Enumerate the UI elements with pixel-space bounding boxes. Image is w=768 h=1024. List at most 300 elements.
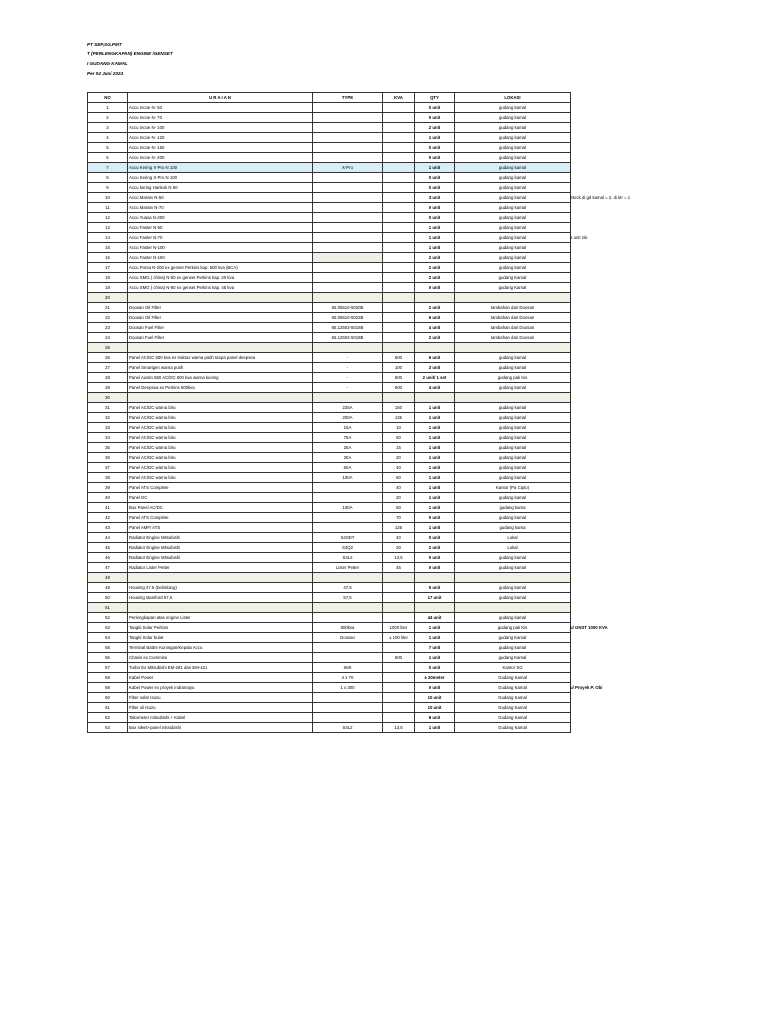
cell-lokasi: gudang kamal [455, 133, 571, 143]
cell-lokasi: tambahan dari Doosan [455, 323, 571, 333]
cell-kva: 40 [383, 483, 415, 493]
cell-no: 30 [88, 393, 128, 403]
cell-no: 53 [88, 623, 128, 633]
table-row [88, 643, 571, 653]
cell-uraian: Kabel Power [128, 673, 313, 683]
table-row [88, 413, 571, 423]
cell-uraian: Panel AC/DC warna biru [128, 463, 313, 473]
cell-type: 225A [313, 403, 383, 413]
cell-qty: 0 unit [415, 103, 455, 113]
cell-lokasi: gudang kamal [455, 513, 571, 523]
table-row [88, 693, 571, 703]
cell-no: 15 [88, 243, 128, 253]
table-row [88, 543, 571, 553]
cell-type [313, 343, 383, 353]
cell-uraian: Panel AC/DC warna biru [128, 443, 313, 453]
cell-qty: 0 unit [415, 683, 455, 693]
cell-no: 60 [88, 693, 128, 703]
cell-qty: 0 unit [415, 563, 455, 573]
cell-uraian: Turbo Ex Mitsubishi EM-291 dan EM-421 [128, 663, 313, 673]
cell-lokasi: gudang Kamal [455, 273, 571, 283]
table-row [88, 393, 571, 403]
cell-qty: 0 unit [415, 143, 455, 153]
side-note: u/ GNST 1000 KVA [570, 624, 608, 630]
cell-uraian: Kabel Power ex proyek indramayu [128, 683, 313, 693]
table-row [88, 293, 571, 303]
cell-lokasi: gudang kama [455, 523, 571, 533]
cell-type: 60A [313, 463, 383, 473]
cell-kva: 50 [383, 433, 415, 443]
cell-qty: 2 unit/ 1 set [415, 373, 455, 383]
cell-kva [383, 183, 415, 193]
cell-uraian: Panel AC/DC warna biru [128, 413, 313, 423]
cell-uraian: Chasis ex Cummins [128, 653, 313, 663]
cell-no: 46 [88, 553, 128, 563]
cell-kva: 500 [383, 653, 415, 663]
table-row [88, 483, 571, 493]
report-title: T (PERLENGKAPAN) ENGINE /GENSET [87, 51, 173, 56]
table-row [88, 323, 571, 333]
cell-qty: 1 unit [415, 623, 455, 633]
table-row [88, 613, 571, 623]
cell-uraian: Accu Massiv N-70 [128, 203, 313, 213]
cell-type [313, 133, 383, 143]
cell-kva [383, 193, 415, 203]
cell-lokasi: gudang kamal [455, 563, 571, 573]
cell-qty: 17 unit [415, 593, 455, 603]
cell-uraian: Panel AMF/ ATS [128, 523, 313, 533]
cell-kva: 13,5 [383, 723, 415, 733]
cell-uraian: Panel Smartgen warna putih [128, 363, 313, 373]
cell-lokasi: Gudang Kamal [455, 683, 571, 693]
cell-no: 48 [88, 573, 128, 583]
cell-kva: 135 [383, 413, 415, 423]
cell-no: 50 [88, 593, 128, 603]
cell-kva: 15 [383, 443, 415, 453]
cell-no: 63 [88, 723, 128, 733]
cell-kva [383, 233, 415, 243]
cell-no: 40 [88, 493, 128, 503]
cell-kva [383, 253, 415, 263]
cell-qty [415, 393, 455, 403]
cell-kva [383, 673, 415, 683]
cell-uraian: Accu Incoe N- 120 [128, 133, 313, 143]
cell-type [313, 183, 383, 193]
cell-no: 26 [88, 353, 128, 363]
cell-qty: 0 unit [415, 173, 455, 183]
cell-type [313, 113, 383, 123]
table-row [88, 383, 571, 393]
table-row [88, 253, 571, 263]
cell-uraian [128, 573, 313, 583]
cell-type [313, 643, 383, 653]
cell-lokasi: gudang kamal [455, 143, 571, 153]
cell-qty: 2 unit [415, 543, 455, 553]
cell-lokasi: Gudang Kamal [455, 673, 571, 683]
cell-lokasi: Lokal [455, 543, 571, 553]
cell-no: 33 [88, 423, 128, 433]
cell-kva [383, 273, 415, 283]
cell-lokasi: gudang kamal [455, 463, 571, 473]
table-row [88, 153, 571, 163]
cell-uraian: Accu Faster N-50 [128, 223, 313, 233]
cell-uraian: Accu Faster N-100 [128, 243, 313, 253]
cell-qty: 6 unit [415, 353, 455, 363]
cell-qty: 1 unit [415, 463, 455, 473]
cell-no: 14 [88, 233, 128, 243]
cell-uraian: Panel AC/DC warna biru [128, 433, 313, 443]
cell-type: X-Pro [313, 163, 383, 173]
cell-lokasi: Lokal [455, 533, 571, 543]
cell-qty: 44 unit [415, 613, 455, 623]
cell-lokasi: Gudang Kamal [455, 693, 571, 703]
cell-qty: 1 unit [415, 423, 455, 433]
cell-type [313, 393, 383, 403]
cell-kva [383, 173, 415, 183]
cell-lokasi: Gudang Kamal [455, 723, 571, 733]
cell-lokasi: gudang kama [455, 503, 571, 513]
cell-uraian: Accu SMG ( china) N-80 ex genset Perkins kap. 45 kva [128, 283, 313, 293]
cell-no: 35 [88, 443, 128, 453]
cell-uraian: Perlengkapan atas engine Lister [128, 613, 313, 623]
side-note: 1 unit rsk [570, 234, 588, 240]
table-row [88, 203, 571, 213]
cell-lokasi [455, 603, 571, 613]
cell-qty: 0 unit [415, 213, 455, 223]
cell-no: 47 [88, 563, 128, 573]
cell-no: 59 [88, 683, 128, 693]
cell-no: 20 [88, 293, 128, 303]
cell-no: 61 [88, 703, 128, 713]
cell-uraian: Accu Incoe N- 50 [128, 103, 313, 113]
cell-type [313, 493, 383, 503]
cell-type [313, 693, 383, 703]
cell-lokasi: gudang kamal [455, 163, 571, 173]
cell-type [313, 103, 383, 113]
cell-no: 37 [88, 463, 128, 473]
cell-type [313, 143, 383, 153]
table-row [88, 193, 571, 203]
cell-lokasi: gudang kamal [455, 213, 571, 223]
cell-lokasi: gudang kamal [455, 443, 571, 453]
cell-type [313, 713, 383, 723]
cell-qty: 0 unit [415, 203, 455, 213]
cell-qty: 1 unit [415, 133, 455, 143]
cell-kva [383, 693, 415, 703]
cell-kva [383, 203, 415, 213]
cell-uraian [128, 293, 313, 303]
cell-no: 56 [88, 653, 128, 663]
cell-qty: 1 unit [415, 413, 455, 423]
table-row [88, 473, 571, 483]
cell-qty: 1 unit [415, 473, 455, 483]
cell-type: - [313, 353, 383, 363]
column-header-lokasi: LOKASI [455, 93, 571, 103]
cell-lokasi: Kantor SG [455, 663, 571, 673]
cell-lokasi: gudang kamal [455, 183, 571, 193]
cell-lokasi: gudang kamal [455, 383, 571, 393]
table-row [88, 433, 571, 443]
cell-lokasi: gudang kamal [455, 263, 571, 273]
cell-no: 10 [88, 193, 128, 203]
cell-type: S4SDT [313, 533, 383, 543]
cell-lokasi: gudang kamal [455, 643, 571, 653]
column-header-kva: KVA [383, 93, 415, 103]
cell-no: 11 [88, 203, 128, 213]
cell-kva: 70 [383, 513, 415, 523]
cell-no: 42 [88, 513, 128, 523]
cell-kva [383, 293, 415, 303]
cell-type: 1 x 300 [313, 683, 383, 693]
cell-uraian: Panel DC [128, 493, 313, 503]
cell-qty: 10 unit [415, 703, 455, 713]
cell-lokasi: gudang pak Kis [455, 623, 571, 633]
cell-lokasi: gudang kamal [455, 613, 571, 623]
table-row [88, 283, 571, 293]
cell-kva [383, 133, 415, 143]
cell-kva: 45 [383, 563, 415, 573]
cell-lokasi: gudang kamal [455, 593, 571, 603]
cell-kva: 20 [383, 543, 415, 553]
cell-lokasi: gudang kamal [455, 433, 571, 443]
cell-uraian: Accu Incoe N- 200 [128, 153, 313, 163]
cell-no: 43 [88, 523, 128, 533]
cell-no: 4 [88, 133, 128, 143]
table-row [88, 263, 571, 273]
cell-uraian: Tangki Solar Perkins [128, 623, 313, 633]
cell-kva: 10 [383, 423, 415, 433]
cell-kva: 13,5 [383, 553, 415, 563]
cell-lokasi: gudang kamal [455, 103, 571, 113]
cell-type [313, 263, 383, 273]
cell-kva [383, 143, 415, 153]
cell-qty: 5 unit [415, 583, 455, 593]
cell-kva: 20 [383, 453, 415, 463]
table-row [88, 573, 571, 583]
cell-uraian: Accu Yuasa N-200 [128, 213, 313, 223]
table-row [88, 583, 571, 593]
cell-no: 52 [88, 613, 128, 623]
cell-type [313, 603, 383, 613]
table-row [88, 143, 571, 153]
cell-no: 34 [88, 433, 128, 443]
cell-type: 57,5 [313, 593, 383, 603]
cell-kva [383, 323, 415, 333]
cell-qty [415, 343, 455, 353]
cell-uraian: Panel Deepsea ex Perkins 500kva [128, 383, 313, 393]
cell-qty: 1 unit [415, 433, 455, 443]
cell-type: 100A [313, 473, 383, 483]
cell-type: S6K [313, 663, 383, 673]
cell-lokasi: gudang kamal [455, 203, 571, 213]
cell-qty: 2 unit [415, 263, 455, 273]
cell-qty: 7 unit [415, 643, 455, 653]
cell-qty: 3 unit [415, 193, 455, 203]
cell-qty: 0 unit [415, 513, 455, 523]
cell-lokasi: gudang kamal [455, 583, 571, 593]
cell-type [313, 193, 383, 203]
cell-lokasi: gudang kamal [455, 363, 571, 373]
cell-lokasi: gudang kamal [455, 453, 571, 463]
cell-kva: 100 [383, 363, 415, 373]
cell-type: - [313, 383, 383, 393]
cell-type: 47.5 [313, 583, 383, 593]
cell-lokasi [455, 293, 571, 303]
company-name: PT SEP,SG,PMT [87, 42, 122, 47]
cell-uraian: Accu Incoe N- 70 [128, 113, 313, 123]
cell-qty: 1 unit [415, 163, 455, 173]
table-row [88, 533, 571, 543]
table-row [88, 213, 571, 223]
cell-no: 51 [88, 603, 128, 613]
cell-qty: 0 unit [415, 553, 455, 563]
cell-qty: 4 unit [415, 383, 455, 393]
cell-no: 3 [88, 123, 128, 133]
cell-lokasi: gudang kamal [455, 113, 571, 123]
cell-kva [383, 603, 415, 613]
cell-uraian: Panel ATS Complete [128, 483, 313, 493]
cell-type [313, 653, 383, 663]
cell-kva [383, 123, 415, 133]
cell-uraian: Filter oli Isuzu [128, 703, 313, 713]
cell-lokasi: gudang Kamal [455, 653, 571, 663]
cell-uraian: Panel AC/DC warna biru [128, 423, 313, 433]
table-row [88, 223, 571, 233]
cell-no: 2 [88, 113, 128, 123]
table-row [88, 513, 571, 523]
table-row [88, 103, 571, 113]
cell-no: 41 [88, 503, 128, 513]
warehouse-name: I GUDANG KAMAL [87, 61, 128, 66]
cell-uraian: Accu Kering X-Pro N 100 [128, 163, 313, 173]
cell-qty: 3 unit [415, 363, 455, 373]
cell-type [313, 123, 383, 133]
cell-kva: 40 [383, 463, 415, 473]
table-row [88, 233, 571, 243]
cell-lokasi: tambahan dari Doosan [455, 313, 571, 323]
cell-kva: 1000 liter [383, 623, 415, 633]
table-row [88, 713, 571, 723]
cell-uraian: Radiator Engine Mitsubishi [128, 533, 313, 543]
cell-type [313, 233, 383, 243]
table-row [88, 113, 571, 123]
table-row [88, 243, 571, 253]
table-row [88, 443, 571, 453]
cell-lokasi: gudang kamal [455, 553, 571, 563]
cell-type [313, 173, 383, 183]
cell-uraian: Tangki Solar bulat [128, 633, 313, 643]
cell-qty: 4 unit [415, 323, 455, 333]
cell-kva [383, 393, 415, 403]
table-row [88, 333, 571, 343]
cell-no: 5 [88, 143, 128, 153]
cell-kva: 150 [383, 403, 415, 413]
cell-kva: 500 [383, 373, 415, 383]
cell-lokasi: gudang kamal [455, 423, 571, 433]
cell-kva: 125 [383, 523, 415, 533]
table-row [88, 123, 571, 133]
cell-no: 39 [88, 483, 128, 493]
cell-qty: 1 unit [415, 633, 455, 643]
cell-uraian: Accu Porsa N-200 ex genset Perkins kap. 500 kva (BCA) [128, 263, 313, 273]
cell-kva [383, 103, 415, 113]
cell-lokasi: gudang kamal [455, 173, 571, 183]
cell-type: 65.05510-5020B [313, 303, 383, 313]
cell-type [313, 523, 383, 533]
cell-type: 25A [313, 443, 383, 453]
cell-no: 21 [88, 303, 128, 313]
cell-lokasi: gudang kamal [455, 493, 571, 503]
cell-kva: 20 [383, 493, 415, 503]
cell-qty: 0 unit [415, 153, 455, 163]
table-row [88, 683, 571, 693]
table-row [88, 553, 571, 563]
table-row [88, 593, 571, 603]
cell-qty: 0 unit [415, 533, 455, 543]
cell-kva [383, 663, 415, 673]
cell-no: 1 [88, 103, 128, 113]
cell-lokasi: gudang kamal [455, 153, 571, 163]
cell-uraian: Takometer mitsubishi + Kabel [128, 713, 313, 723]
cell-qty [415, 293, 455, 303]
cell-lokasi: gudang kamal [455, 193, 571, 203]
cell-type: S4L2 [313, 723, 383, 733]
cell-qty: 0 unit [415, 113, 455, 123]
cell-qty: 1 unit [415, 653, 455, 663]
cell-uraian: Radiator Lister Petter [128, 563, 313, 573]
cell-no: 12 [88, 213, 128, 223]
cell-lokasi: gudang kamal [455, 223, 571, 233]
table-row [88, 173, 571, 183]
cell-kva [383, 113, 415, 123]
cell-type [313, 703, 383, 713]
cell-kva [383, 343, 415, 353]
cell-kva: ± 100 liter [383, 633, 415, 643]
cell-no: 13 [88, 223, 128, 233]
table-row [88, 603, 571, 613]
cell-uraian: Accu Faster N-150 [128, 253, 313, 263]
cell-uraian [128, 393, 313, 403]
cell-uraian: Housing stamford 57,5 [128, 593, 313, 603]
cell-uraian: Panel AC/DC 500 kva ex traktus warna putih tanpa panel deepsea [128, 353, 313, 363]
cell-qty: 2 unit [415, 273, 455, 283]
cell-kva [383, 643, 415, 653]
cell-uraian: Panel AC/DC warna biru [128, 473, 313, 483]
cell-kva [383, 583, 415, 593]
cell-kva [383, 713, 415, 723]
cell-no: 9 [88, 183, 128, 193]
table-row [88, 423, 571, 433]
cell-qty: ± 20meter [415, 673, 455, 683]
cell-kva [383, 283, 415, 293]
cell-type [313, 203, 383, 213]
cell-uraian: Doosan Fuel Filter [128, 333, 313, 343]
table-header-row [88, 93, 571, 103]
cell-kva [383, 163, 415, 173]
cell-lokasi: gudang Kamal [455, 633, 571, 643]
cell-lokasi: Kantor (Pa Cipto) [455, 483, 571, 493]
cell-qty: 0 unit [415, 183, 455, 193]
table-row [88, 663, 571, 673]
cell-no: 44 [88, 533, 128, 543]
table-row [88, 623, 571, 633]
cell-kva [383, 613, 415, 623]
cell-type [313, 243, 383, 253]
cell-type: 75A [313, 433, 383, 443]
cell-uraian: Panel AC/DC warna biru [128, 403, 313, 413]
cell-type: S4Q2 [313, 543, 383, 553]
cell-type [313, 153, 383, 163]
